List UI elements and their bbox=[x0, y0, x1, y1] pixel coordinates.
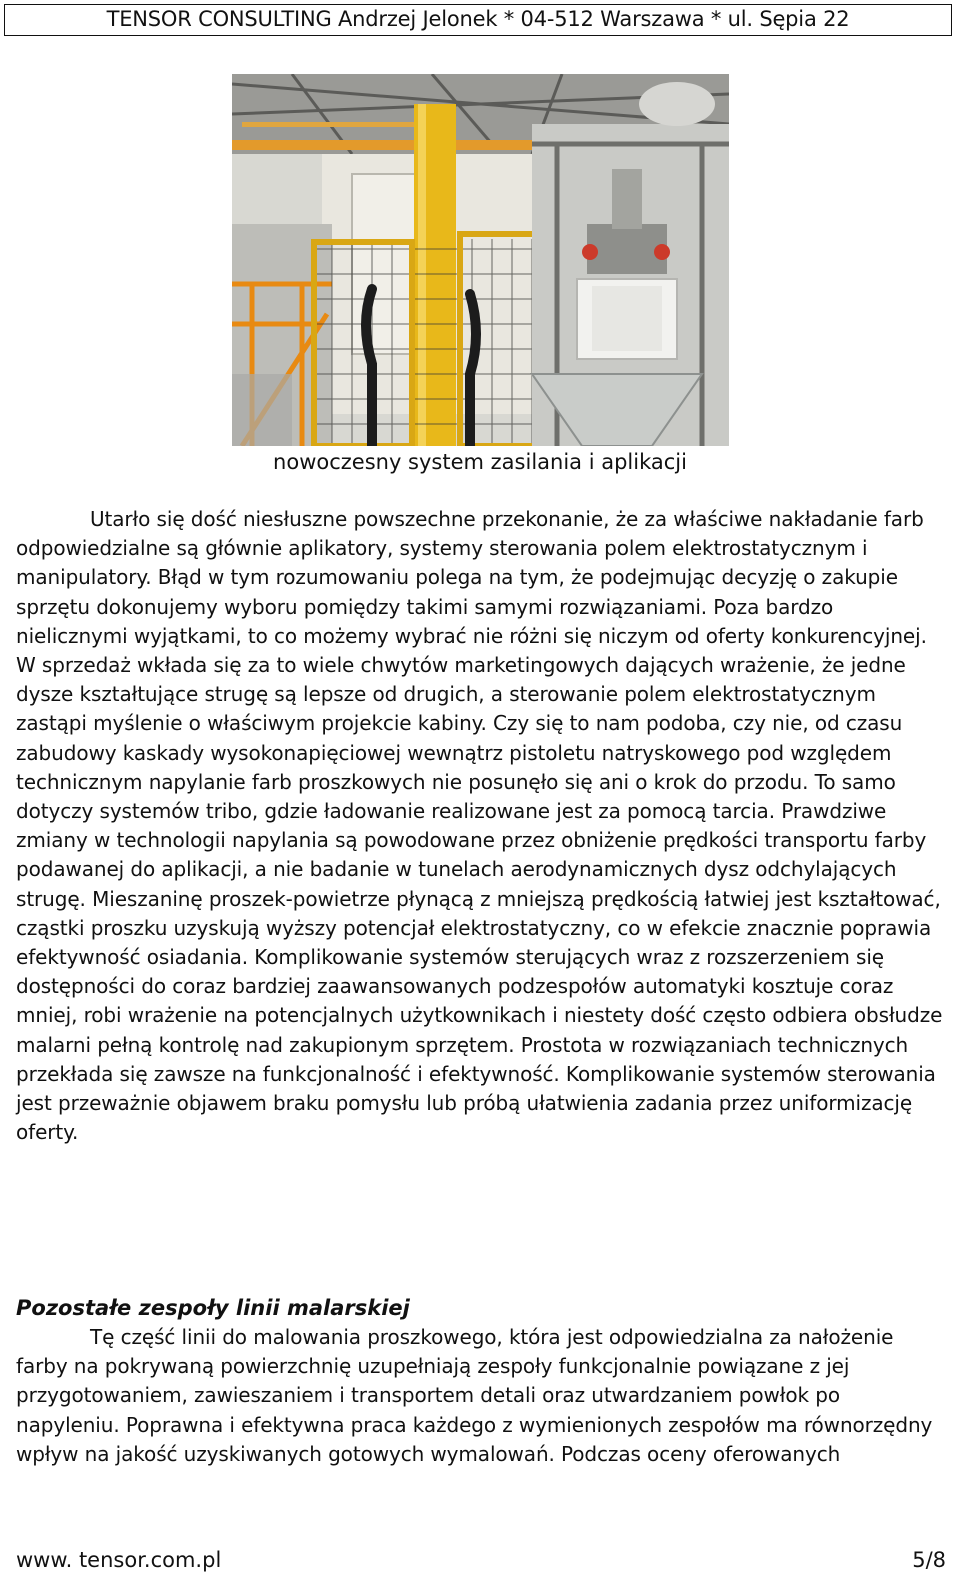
section-heading: Pozostałe zespoły linii malarskiej bbox=[16, 1296, 410, 1320]
page-number: 5/8 bbox=[912, 1548, 946, 1572]
paragraph-text: Tę część linii do malowania proszkowego, która jest odpowiedzialna za nałożenie farby na pokrywaną powierzchnię uzupełniają zespoły funkcjonalnie powiązane z jej przygotowaniem, zawieszaniem i transportem detali oraz utwardzaniem powłok po napyleniu. Poprawna i efektywna praca każdego z wymienionych zespołów ma równorzędny wpływ na jakość uzyskiwanych gotowych wymalowań. Podczas oceny oferowanych bbox=[16, 1325, 933, 1466]
photo-caption: nowoczesny system zasilania i aplikacji bbox=[273, 450, 687, 474]
paragraph-text: Utarło się dość niesłuszne powszechne przekonanie, że za właściwe nakładanie farb odpowiedzialne są głównie aplikatory, systemy sterowania polem elektrostatycznym i manipulatory. Błąd w tym rozumowaniu polega na tym, że podejmując decyzję o zakupie sprzętu dokonujemy wyboru pomiędzy takimi samymi rozwiązaniami. Poza bardzo nielicznymi wyjątkami, to co możemy wybrać nie różni się niczym od oferty konkurencyjnej. W sprzedaż wkłada się za to wiele chwytów marketingowych dających wrażenie, że jedne dysze kształtujące strugę są lepsze od drugich, a sterowanie polem elektrostatycznym zastąpi myślenie o właściwym projekcie kabiny. Czy się to nam podoba, czy nie, od czasu zabudowy kaskady wysokonapięciowej wewnątrz pistoletu natryskowego pod względem technicznym napylanie farb proszkowych nie posunęło się ani o krok do przodu. To samo dotyczy systemów tribo, gdzie ładowanie realizowane jest za pomocą tarcia. Prawdziwe zmiany w technologii napylania są powodowane przez obniżenie prędkości transportu farby podawanej do aplikacji, a nie badanie w tunelach aerodynamicznych dysz odchylających strugę. Mieszaninę proszek-powietrze płynącą z mniejszą prędkością łatwiej jest kształtować, cząstki proszku uzyskują wyższy potencjał elektrostatyczny, co w efekcie znacznie poprawia efektywność osiadania. Komplikowanie systemów sterujących wraz z rozszerzeniem się dostępności do coraz bardziej zaawansowanych podzespołów automatyki kosztuje coraz mniej, robi wrażenie na potencjalnych użytkownikach i niestety dość często odbiera obsłudze malarni pełną kontrolę nad zakupionym sprzętem. Prostota w rozwiązaniach technicznych przekłada się zawsze na funkcjonalność i efektywność. Komplikowanie systemów sterowania jest przeważnie objawem braku pomysłu lub próbą ułatwienia zadania przez uniformizację oferty. bbox=[16, 507, 943, 1145]
footer-website-link[interactable]: www. tensor.com.pl bbox=[16, 1548, 222, 1572]
page-header: TENSOR CONSULTING Andrzej Jelonek * 04-512 Warszawa * ul. Sępia 22 bbox=[4, 4, 952, 36]
body-paragraph-2 bbox=[16, 1323, 948, 1469]
body-paragraph-1 bbox=[16, 505, 948, 1147]
industrial-powder-coating-booth-photo bbox=[232, 74, 729, 446]
